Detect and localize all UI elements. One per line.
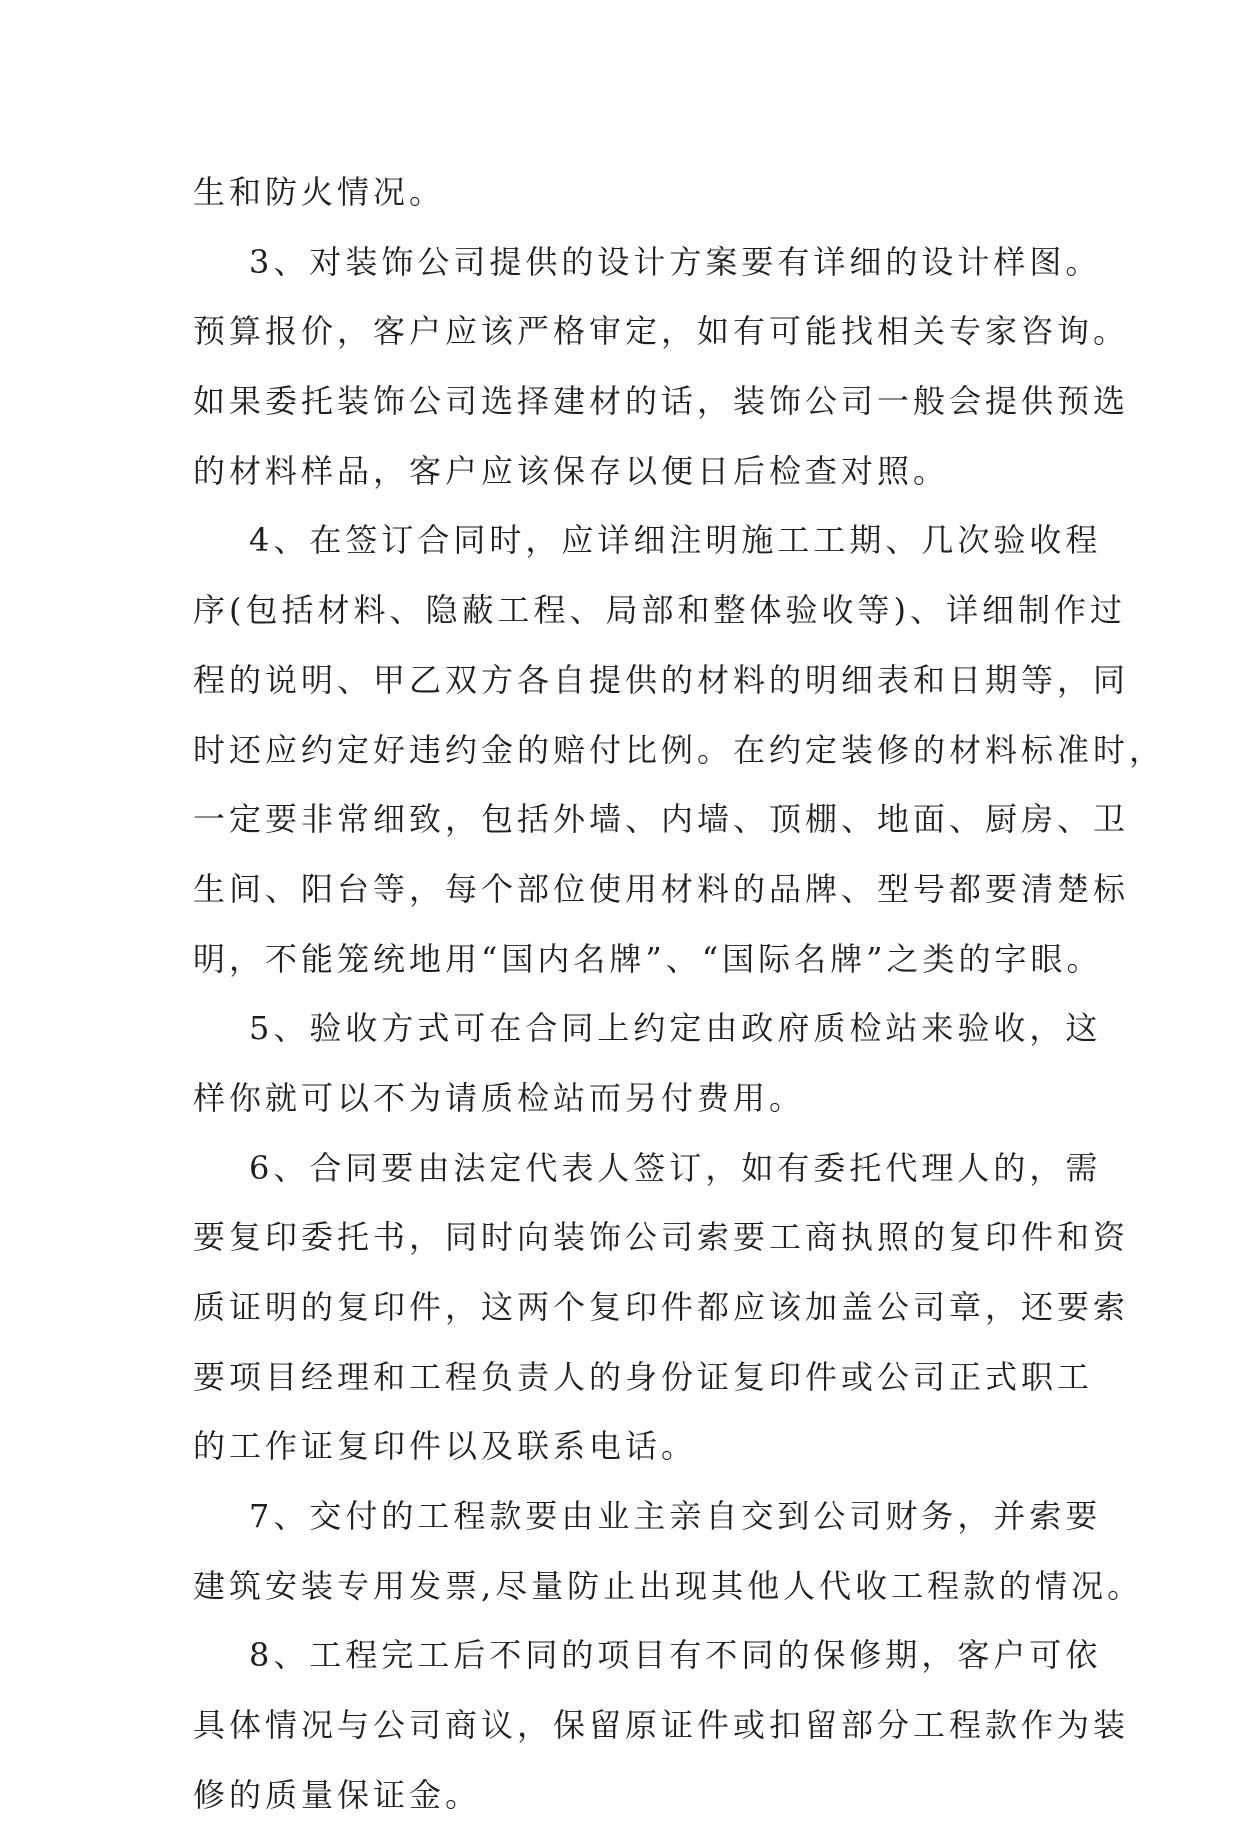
text-line: 4、在签订合同时，应详细注明施工工期、几次验收程 [249,521,1102,560]
text-line: 要复印委托书，同时向装饰公司索要工商执照的复印件和资 [193,1218,1130,1257]
text-line: 一定要非常细致，包括外墙、内墙、顶棚、地面、厨房、卫 [193,800,1130,839]
text-line: 程的说明、甲乙双方各自提供的材料的明细表和日期等，同 [193,660,1130,699]
text-line: 建筑安装专用发票,尽量防止出现其他人代收工程款的情况。 [193,1566,1144,1605]
text-line: 6、合同要由法定代表人签订，如有委托代理人的，需 [249,1148,1102,1187]
text-line: 要项目经理和工程负责人的身份证复印件或公司正式职工 [193,1357,1094,1396]
document-page [193,158,1166,1831]
text-line: 生和防火情况。 [193,173,446,211]
text-line: 7、交付的工程款要由业主亲自交到公司财务，并索要 [249,1497,1102,1536]
text-line: 预算报价，客户应该严格审定，如有可能找相关专家咨询。 [193,312,1130,351]
text-line: 具体情况与公司商议，保留原证件或扣留部分工程款作为装 [193,1706,1130,1745]
text-line: 时还应约定好违约金的赔付比例。在约定装修的材料标准时， [193,730,1166,769]
text-line: 如果委托装饰公司选择建材的话，装饰公司一般会提供预选 [193,382,1130,421]
text-line: 明，不能笼统地用“国内名牌”、“国际名牌”之类的字眼。 [193,939,1103,978]
text-line: 5、验收方式可在合同上约定由政府质检站来验收，这 [249,1009,1102,1048]
text-line: 样你就可以不为请质检站而另付费用。 [193,1078,806,1117]
text-line: 生间、阳台等，每个部位使用材料的品牌、型号都要清楚标 [193,869,1130,908]
text-line: 序(包括材料、隐蔽工程、局部和整体验收等)、详细制作过 [193,591,1126,630]
text-line: 的材料样品，客户应该保存以便日后检查对照。 [193,451,950,490]
text-line: 修的质量保证金。 [193,1775,482,1814]
text-line: 质证明的复印件，这两个复印件都应该加盖公司章，还要索 [193,1288,1130,1326]
text-line: 3、对装饰公司提供的设计方案要有详细的设计样图。 [249,242,1102,281]
text-line: 8、工程完工后不同的项目有不同的保修期，客户可依 [249,1636,1102,1675]
text-line: 的工作证复印件以及联系电话。 [193,1427,698,1466]
